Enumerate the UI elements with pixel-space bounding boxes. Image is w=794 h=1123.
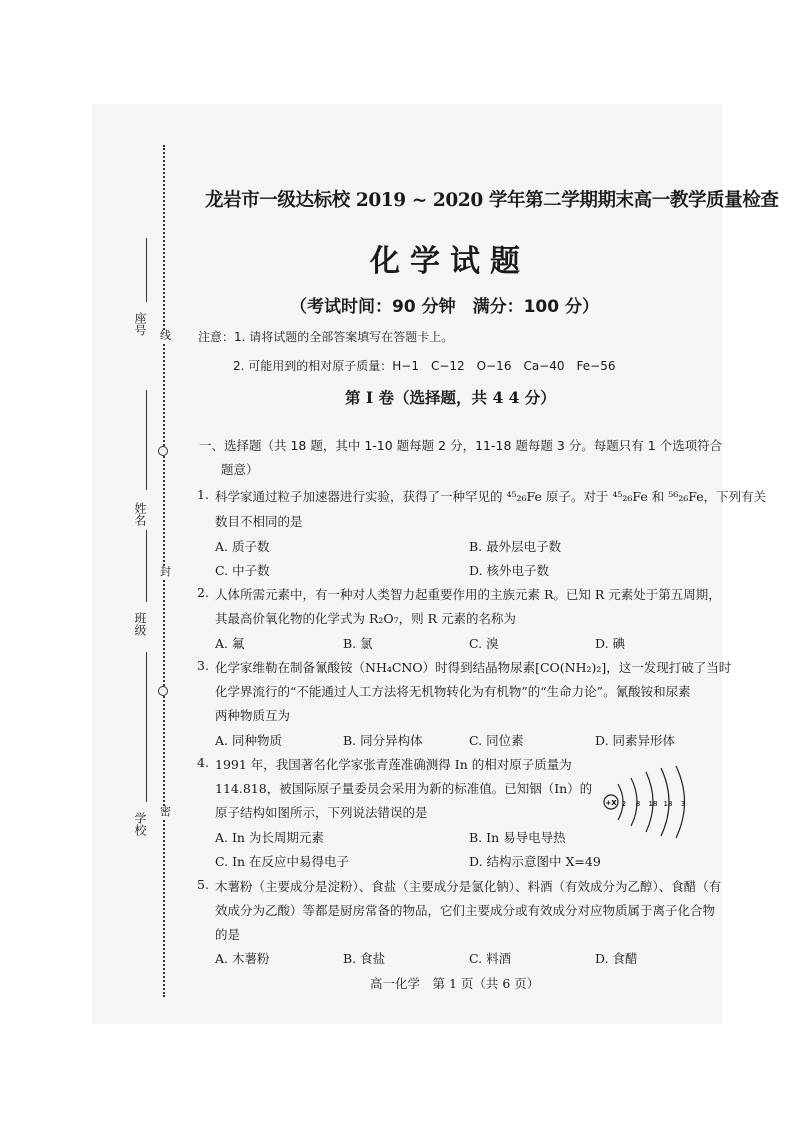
option-b: B. 同分异构体 [343, 733, 423, 748]
shell-electron-count: 18 [648, 800, 658, 808]
question-text-line: 1991 年，我国著名化学家张青莲准确测得 In 的相对原子质量为 [215, 757, 572, 772]
indium-atom-structure-diagram [602, 764, 698, 840]
section-title: 第 I 卷（选择题，共 4 4 分） [345, 388, 556, 407]
shell-electron-count: 3 [680, 800, 686, 808]
question-text-line: 人体所需元素中，有一种对人类智力起重要作用的主族元素 R。已知 R 元素处于第五周期， [215, 587, 721, 602]
note-2: 2. 可能用到的相对原子质量：H−1 C−12 O−16 Ca−40 Fe−56 [233, 359, 616, 373]
binding-char-mi: 密 [160, 805, 171, 818]
question-text-line: 其最高价氧化物的化学式为 R₂O₇，则 R 元素的名称为 [215, 611, 517, 626]
option-b: B. 最外层电子数 [469, 539, 562, 554]
question-text-line: 化学家维勒在制备氰酸铵（NH₄CNO）时得到结晶物尿素[CO(NH₂)₂]，这一发现打破了当时 [215, 660, 732, 675]
option-a: A. 木薯粉 [215, 951, 270, 966]
nucleus-label: +X [605, 799, 617, 807]
school-label: 学校 [133, 812, 147, 836]
question-text-line: 的是 [215, 927, 241, 942]
question-text-line: 114.818，被国际原子量委员会采用为新的标准值。已知铟（In）的 [215, 781, 593, 796]
option-c: C. In 在反应中易得电子 [215, 854, 350, 869]
class-label: 班级 [133, 612, 147, 636]
name-label: 姓名 [133, 502, 147, 526]
exam-info: （考试时间：90 分钟 满分：100 分） [290, 297, 599, 317]
section-instruction-line-2: 题意） [221, 462, 259, 477]
exam-title: 龙岩市一级达标校 2019 ~ 2020 学年第二学期期末高一教学质量检查 [205, 190, 779, 211]
option-b: B. 食盐 [343, 951, 386, 966]
question-text-line: 数目不相同的是 [215, 514, 303, 529]
option-c: C. 溴 [469, 636, 499, 651]
page-footer: 高一化学 第 1 页（共 6 页） [370, 976, 540, 991]
shell-electron-count: 18 [663, 800, 673, 808]
question-text-line: 科学家通过粒子加速器进行实验，获得了一种罕见的 ⁴⁵₂₆Fe 原子。对于 ⁴⁵₂₆Fe 和 ⁵⁶₂₆Fe，下列有关 [215, 489, 767, 504]
option-b: B. 氯 [343, 636, 373, 651]
question-text-line: 原子结构如图所示，下列说法错误的是 [215, 805, 428, 820]
question-number: 2. [197, 585, 209, 600]
option-a: A. 同种物质 [215, 733, 282, 748]
option-d: D. 食醋 [595, 951, 638, 966]
binding-char-feng: 封 [160, 565, 171, 578]
school-blank-line [146, 652, 147, 802]
option-a: A. 氟 [215, 636, 245, 651]
option-c: C. 同位素 [469, 733, 524, 748]
question-text-line: 效成分为乙酸）等都是厨房常备的物品，它们主要成分或有效成分对应物质属于离子化合物 [215, 903, 716, 918]
shell-electron-count: 8 [635, 800, 641, 808]
name-blank-line [146, 390, 147, 490]
class-blank-line [146, 530, 147, 602]
binding-char-xian: 线 [160, 329, 171, 342]
binding-hole [158, 446, 168, 456]
option-d: D. 核外电子数 [469, 563, 550, 578]
option-a: A. 质子数 [215, 539, 270, 554]
section-instruction-line-1: 一、选择题（共 18 题，其中 1-10 题每题 2 分，11-18 题每题 3 分。每题只有 1 个选项符合 [199, 438, 723, 453]
option-c: C. 料酒 [469, 951, 512, 966]
option-d: D. 结构示意图中 X=49 [469, 854, 601, 869]
shell-electron-count: 2 [621, 800, 627, 808]
seat-label: 座号 [133, 312, 147, 336]
subject-title: 化学试题 [370, 244, 530, 279]
question-number: 3. [197, 658, 209, 673]
seat-blank-line [146, 238, 147, 302]
option-d: D. 同素异形体 [595, 733, 676, 748]
question-text-line: 木薯粉（主要成分是淀粉）、食盐（主要成分是氯化钠）、料酒（有效成分为乙醇）、食醋（有 [215, 879, 722, 894]
question-number: 1. [197, 487, 209, 502]
question-number: 4. [197, 755, 209, 770]
question-text-line: 化学界流行的“不能通过人工方法将无机物转化为有机物”的“生命力论”。氰酸铵和尿素 [215, 684, 691, 699]
option-c: C. 中子数 [215, 563, 270, 578]
option-d: D. 碘 [595, 636, 626, 651]
note-1: 注意：1. 请将试题的全部答案填写在答题卡上。 [198, 330, 454, 344]
option-b: B. In 易导电导热 [469, 830, 566, 845]
binding-hole [158, 686, 168, 696]
option-a: A. In 为长周期元素 [215, 830, 324, 845]
question-text-line: 两种物质互为 [215, 708, 291, 723]
question-number: 5. [197, 877, 209, 892]
